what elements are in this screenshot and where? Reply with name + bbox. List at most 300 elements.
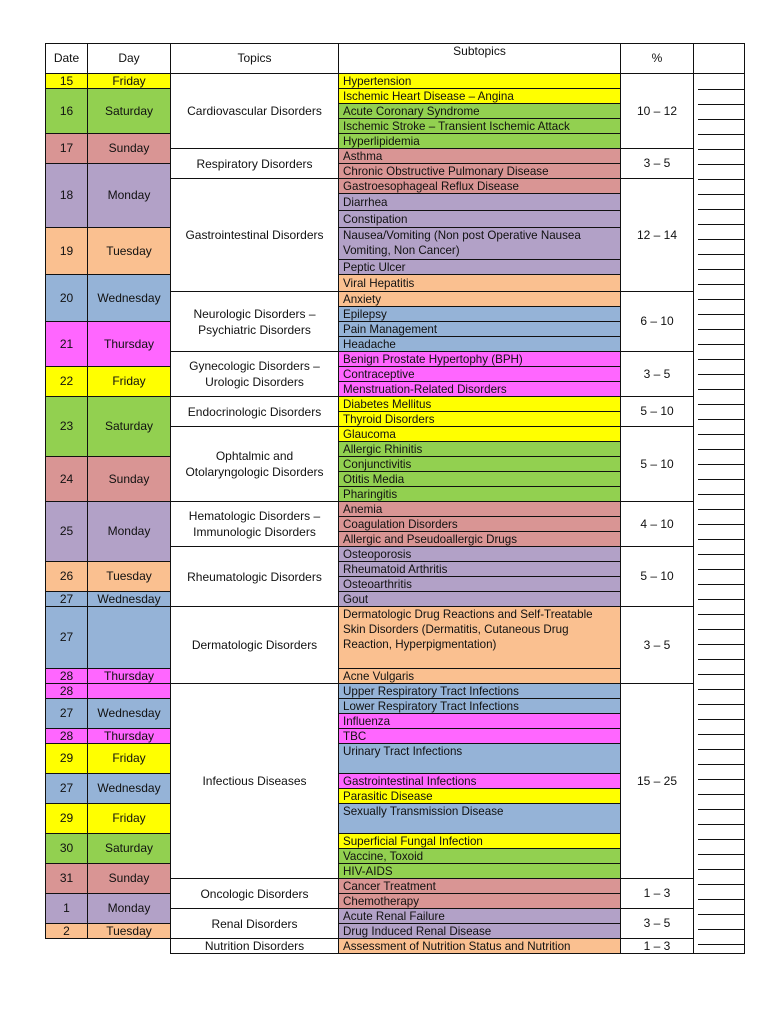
subtopic-item bbox=[338, 486, 621, 502]
empty-column-rule bbox=[698, 179, 745, 180]
date-cell bbox=[45, 321, 88, 367]
subtopic-item-text: Viral Hepatitis bbox=[343, 276, 415, 290]
date-cell bbox=[45, 274, 88, 322]
day-cell-text: Wednesday bbox=[97, 706, 161, 720]
topic-cell bbox=[170, 878, 339, 909]
subtopic-item-text: Diabetes Mellitus bbox=[343, 398, 432, 411]
empty-column-rule bbox=[698, 929, 745, 930]
date-cell-text: 31 bbox=[59, 871, 74, 885]
empty-column-rule bbox=[698, 824, 745, 825]
date-cell bbox=[45, 893, 88, 924]
empty-column-rule bbox=[698, 509, 745, 510]
subtopic-item bbox=[338, 351, 621, 367]
subtopic-item bbox=[338, 908, 621, 924]
date-cell bbox=[45, 133, 88, 164]
empty-column-rule bbox=[698, 134, 745, 135]
empty-column-rule bbox=[698, 539, 745, 540]
empty-column-rule bbox=[698, 269, 745, 270]
date-cell bbox=[45, 561, 88, 592]
date-cell-text: 29 bbox=[59, 751, 74, 765]
date-cell bbox=[45, 591, 88, 607]
subtopic-item bbox=[338, 381, 621, 397]
date-cell bbox=[45, 606, 88, 669]
subtopic-item-text: Cancer Treatment bbox=[343, 880, 436, 893]
day-cell-text: Wednesday bbox=[97, 290, 161, 305]
date-cell-text: 28 bbox=[59, 668, 74, 683]
day-cell bbox=[87, 668, 171, 684]
header-percent bbox=[620, 43, 694, 74]
day-cell bbox=[87, 133, 171, 164]
day-cell bbox=[87, 501, 171, 562]
empty-column-rule bbox=[698, 164, 745, 165]
subtopic-item-text: Thyroid Disorders bbox=[343, 413, 435, 426]
subtopic-item bbox=[338, 411, 621, 427]
empty-column-rule bbox=[698, 239, 745, 240]
subtopic-item bbox=[338, 274, 621, 292]
percent-cell bbox=[620, 148, 694, 179]
empty-column-rule bbox=[698, 464, 745, 465]
header-day-text: Day bbox=[118, 51, 140, 65]
percent-cell bbox=[620, 908, 694, 939]
empty-column-rule bbox=[698, 284, 745, 285]
empty-column-rule bbox=[698, 224, 745, 225]
empty-column-rule bbox=[698, 644, 745, 645]
empty-column-rule bbox=[698, 794, 745, 795]
subtopic-item bbox=[338, 923, 621, 939]
subtopic-item bbox=[338, 441, 621, 457]
subtopic-item-text: Conjunctivitis bbox=[343, 458, 412, 471]
subtopic-item-text: Dermatologic Drug Reactions and Self-Treatable Skin Disorders (Dermatitis, Cutaneous Drug Reaction, Hyperpigmentation) bbox=[343, 608, 593, 651]
date-cell-text: 28 bbox=[59, 683, 74, 698]
subtopic-item bbox=[338, 193, 621, 211]
empty-column-rule bbox=[698, 779, 745, 780]
date-cell-text: 22 bbox=[59, 374, 74, 388]
empty-column-rule bbox=[698, 479, 745, 480]
day-cell bbox=[87, 274, 171, 322]
day-cell bbox=[87, 683, 171, 699]
empty-column-rule bbox=[698, 869, 745, 870]
topic-cell-text: Oncologic Disorders bbox=[200, 886, 309, 901]
subtopic-item bbox=[338, 833, 621, 849]
topic-cell bbox=[170, 938, 339, 954]
topic-cell-text: Endocrinologic Disorders bbox=[187, 404, 322, 419]
subtopic-item bbox=[338, 259, 621, 275]
empty-column-rule bbox=[698, 734, 745, 735]
percent-cell-text: 1 – 3 bbox=[643, 886, 671, 900]
subtopic-item-text: Chronic Obstructive Pulmonary Disease bbox=[343, 165, 549, 178]
date-cell bbox=[45, 163, 88, 228]
empty-column-rule bbox=[698, 194, 745, 195]
subtopic-item-text: TBC bbox=[343, 730, 367, 743]
subtopic-item bbox=[338, 848, 621, 864]
empty-column-rule bbox=[698, 389, 745, 390]
subtopic-item bbox=[338, 713, 621, 729]
topic-cell-text: Cardiovascular Disorders bbox=[187, 104, 322, 118]
percent-cell bbox=[620, 426, 694, 502]
day-cell-text: Friday bbox=[112, 811, 146, 825]
subtopic-item bbox=[338, 893, 621, 909]
day-cell-text: Tuesday bbox=[106, 243, 152, 258]
date-cell-text: 21 bbox=[59, 336, 74, 351]
subtopic-item bbox=[338, 788, 621, 804]
empty-column-rule bbox=[698, 749, 745, 750]
subtopic-item bbox=[338, 210, 621, 228]
percent-cell-text: 10 – 12 bbox=[636, 103, 678, 118]
subtopic-item-text: Sexually Transmission Disease bbox=[343, 805, 504, 818]
subtopic-item-text: Vaccine, Toxoid bbox=[343, 850, 424, 863]
date-cell bbox=[45, 698, 88, 729]
empty-column-rule bbox=[698, 209, 745, 210]
header-topics-text: Topics bbox=[237, 51, 272, 65]
day-cell bbox=[87, 863, 171, 894]
date-cell-text: 1 bbox=[63, 901, 70, 915]
percent-cell bbox=[620, 938, 694, 954]
empty-column-rule bbox=[698, 689, 745, 690]
day-cell bbox=[87, 396, 171, 457]
empty-column-rule bbox=[698, 944, 745, 945]
percent-cell bbox=[620, 351, 694, 397]
percent-cell-text: 12 – 14 bbox=[636, 227, 678, 242]
subtopic-item-text: Gastroesophageal Reflux Disease bbox=[343, 180, 519, 193]
percent-cell-text: 5 – 10 bbox=[640, 456, 674, 471]
day-cell bbox=[87, 893, 171, 924]
date-cell-text: 27 bbox=[59, 591, 74, 606]
empty-column-rule bbox=[698, 839, 745, 840]
date-cell-text: 17 bbox=[59, 141, 74, 155]
subtopic-item bbox=[338, 531, 621, 547]
empty-column-rule bbox=[698, 374, 745, 375]
subtopic-item-text: Anemia bbox=[343, 503, 383, 516]
topic-cell-text: Gastrointestinal Disorders bbox=[185, 228, 324, 242]
subtopic-item bbox=[338, 803, 621, 834]
subtopic-item-text: Allergic Rhinitis bbox=[343, 443, 423, 456]
topic-cell bbox=[170, 908, 339, 939]
subtopic-item bbox=[338, 227, 621, 260]
topic-cell-text: Gynecologic Disorders – Urologic Disorders bbox=[189, 359, 320, 389]
header-subtopics bbox=[338, 43, 621, 74]
day-cell-text: Sunday bbox=[108, 141, 150, 155]
empty-column-rule bbox=[698, 434, 745, 435]
empty-column-rule bbox=[698, 254, 745, 255]
date-cell bbox=[45, 396, 88, 457]
day-cell bbox=[87, 698, 171, 729]
day-cell-text: Saturday bbox=[104, 103, 154, 118]
day-cell-text: Friday bbox=[112, 73, 146, 88]
topic-cell bbox=[170, 291, 339, 352]
empty-column-rule bbox=[698, 899, 745, 900]
percent-cell-text: 15 – 25 bbox=[636, 773, 678, 788]
date-cell bbox=[45, 743, 88, 774]
percent-cell-text: 3 – 5 bbox=[643, 916, 671, 930]
percent-cell bbox=[620, 73, 694, 149]
percent-cell bbox=[620, 683, 694, 879]
day-cell bbox=[87, 833, 171, 864]
day-cell-text: Wednesday bbox=[97, 781, 161, 795]
subtopic-item bbox=[338, 546, 621, 562]
topic-cell-text: Hematologic Disorders – Immunologic Disorders bbox=[188, 509, 321, 539]
empty-column-rule bbox=[698, 854, 745, 855]
date-cell bbox=[45, 366, 88, 397]
empty-column-rule bbox=[698, 599, 745, 600]
subtopic-item bbox=[338, 728, 621, 744]
empty-column-rule bbox=[698, 629, 745, 630]
subtopic-item bbox=[338, 366, 621, 382]
subtopic-item-text: Assessment of Nutrition Status and Nutrition bbox=[343, 940, 571, 953]
empty-column-rule bbox=[698, 344, 745, 345]
topic-cell bbox=[170, 426, 339, 502]
day-cell-text: Thursday bbox=[103, 668, 155, 683]
topic-cell-text: Neurologic Disorders – Psychiatric Disorders bbox=[193, 306, 316, 337]
subtopic-item-text: Constipation bbox=[343, 212, 408, 226]
date-cell-text: 23 bbox=[59, 419, 74, 433]
subtopic-item bbox=[338, 863, 621, 879]
subtopic-item-text: Coagulation Disorders bbox=[343, 518, 458, 531]
date-cell bbox=[45, 923, 88, 939]
topic-cell-text: Infectious Diseases bbox=[202, 774, 307, 788]
subtopic-item-text: Osteoporosis bbox=[343, 548, 412, 561]
day-cell bbox=[87, 456, 171, 502]
subtopic-item bbox=[338, 163, 621, 179]
subtopic-item-text: Ischemic Heart Disease – Angina bbox=[343, 90, 514, 103]
subtopic-item bbox=[338, 396, 621, 412]
empty-column-rule bbox=[698, 149, 745, 150]
subtopic-item bbox=[338, 606, 621, 669]
percent-cell-text: 3 – 5 bbox=[643, 156, 671, 170]
subtopic-item-text: Headache bbox=[343, 338, 396, 351]
subtopic-item bbox=[338, 133, 621, 149]
empty-column-rule bbox=[698, 704, 745, 705]
percent-cell bbox=[620, 878, 694, 909]
day-cell-text: Sunday bbox=[108, 871, 150, 885]
day-cell-text: Wednesday bbox=[97, 591, 161, 606]
topic-cell bbox=[170, 396, 339, 427]
date-cell-text: 20 bbox=[59, 290, 74, 305]
empty-column-rule bbox=[698, 299, 745, 300]
day-cell bbox=[87, 321, 171, 367]
header-date bbox=[45, 43, 88, 74]
subtopic-item-text: Epilepsy bbox=[343, 308, 387, 321]
date-cell-text: 16 bbox=[59, 103, 74, 118]
topic-cell bbox=[170, 351, 339, 397]
day-cell bbox=[87, 606, 171, 669]
date-cell bbox=[45, 501, 88, 562]
day-cell-text: Friday bbox=[112, 751, 146, 765]
date-cell bbox=[45, 773, 88, 804]
subtopic-item-text: Menstruation-Related Disorders bbox=[343, 383, 507, 396]
subtopic-item bbox=[338, 698, 621, 714]
topic-cell bbox=[170, 178, 339, 292]
date-cell bbox=[45, 88, 88, 134]
subtopic-item-text: HIV-AIDS bbox=[343, 865, 393, 878]
subtopic-item-text: Rheumatoid Arthritis bbox=[343, 563, 448, 576]
subtopic-item bbox=[338, 471, 621, 487]
subtopic-item bbox=[338, 683, 621, 699]
date-cell-text: 26 bbox=[59, 569, 74, 583]
subtopic-item-text: Peptic Ulcer bbox=[343, 261, 406, 274]
empty-column-rule bbox=[698, 554, 745, 555]
percent-cell-text: 1 – 3 bbox=[643, 938, 671, 953]
subtopic-item-text: Glaucoma bbox=[343, 428, 396, 441]
day-cell-text: Thursday bbox=[103, 728, 155, 743]
empty-column-rule bbox=[698, 659, 745, 660]
topic-cell-text: Ophtalmic and Otolaryngologic Disorders bbox=[185, 449, 324, 479]
day-cell-text: Friday bbox=[112, 374, 146, 388]
subtopic-item bbox=[338, 118, 621, 134]
empty-column-rule bbox=[698, 764, 745, 765]
topic-cell-text: Respiratory Disorders bbox=[196, 156, 313, 171]
day-cell-text: Saturday bbox=[104, 419, 154, 433]
date-cell-text: 15 bbox=[59, 73, 74, 88]
subtopic-item bbox=[338, 306, 621, 322]
topic-cell-text: Rheumatologic Disorders bbox=[187, 569, 322, 584]
topic-cell bbox=[170, 148, 339, 179]
empty-column-rule bbox=[698, 719, 745, 720]
date-cell-text: 18 bbox=[59, 188, 74, 202]
percent-cell bbox=[620, 546, 694, 607]
subtopic-item-text: Ischemic Stroke – Transient Ischemic Attack bbox=[343, 120, 570, 133]
subtopic-item-text: Upper Respiratory Tract Infections bbox=[343, 685, 519, 698]
subtopic-item-text: Lower Respiratory Tract Infections bbox=[343, 700, 519, 713]
subtopic-item-text: Acute Renal Failure bbox=[343, 910, 445, 923]
date-cell-text: 30 bbox=[59, 841, 74, 855]
subtopic-item-text: Allergic and Pseudoallergic Drugs bbox=[343, 533, 517, 546]
subtopic-item-text: Nausea/Vomiting (Non post Operative Nausea Vomiting, Non Cancer) bbox=[343, 229, 581, 257]
empty-column-rule bbox=[698, 674, 745, 675]
empty-column-rule bbox=[698, 119, 745, 120]
empty-column-rule bbox=[698, 89, 745, 90]
subtopic-item-text: Chemotherapy bbox=[343, 895, 420, 908]
subtopic-item bbox=[338, 743, 621, 774]
date-cell bbox=[45, 227, 88, 275]
day-cell bbox=[87, 803, 171, 834]
subtopic-item bbox=[338, 456, 621, 472]
date-cell bbox=[45, 728, 88, 744]
header-blank bbox=[693, 43, 745, 74]
date-cell-text: 29 bbox=[59, 811, 74, 825]
subtopic-item bbox=[338, 591, 621, 607]
date-cell-text: 24 bbox=[59, 471, 74, 486]
day-cell bbox=[87, 88, 171, 134]
date-cell bbox=[45, 668, 88, 684]
subtopic-item bbox=[338, 561, 621, 577]
subtopic-item-text: Contraceptive bbox=[343, 368, 415, 381]
subtopic-item bbox=[338, 73, 621, 89]
subtopic-item-text: Osteoarthritis bbox=[343, 578, 412, 591]
date-cell-text: 2 bbox=[63, 923, 70, 938]
day-cell-text: Monday bbox=[107, 524, 151, 538]
subtopic-item bbox=[338, 321, 621, 337]
subtopic-item-text: Superficial Fungal Infection bbox=[343, 835, 483, 848]
day-cell bbox=[87, 227, 171, 275]
empty-column-rule bbox=[698, 419, 745, 420]
day-cell-text: Thursday bbox=[103, 336, 155, 351]
subtopic-item bbox=[338, 178, 621, 194]
percent-cell bbox=[620, 606, 694, 684]
empty-column-rule bbox=[698, 449, 745, 450]
empty-column-rule bbox=[698, 614, 745, 615]
subtopic-item bbox=[338, 668, 621, 684]
date-cell-text: 25 bbox=[59, 524, 74, 538]
empty-column-rule bbox=[698, 404, 745, 405]
subtopic-item-text: Urinary Tract Infections bbox=[343, 745, 463, 758]
percent-cell-text: 3 – 5 bbox=[643, 637, 671, 652]
topic-cell-text: Dermatologic Disorders bbox=[191, 638, 318, 652]
day-cell-text: Monday bbox=[107, 901, 151, 915]
subtopic-item-text: Diarrhea bbox=[343, 195, 388, 209]
day-cell bbox=[87, 743, 171, 774]
percent-cell bbox=[620, 396, 694, 427]
date-cell-text: 27 bbox=[59, 630, 74, 644]
subtopic-item bbox=[338, 516, 621, 532]
subtopic-item-text: Anxiety bbox=[343, 293, 382, 306]
subtopic-item-text: Asthma bbox=[343, 150, 383, 163]
topic-cell bbox=[170, 73, 339, 149]
empty-column-rule bbox=[698, 524, 745, 525]
date-cell-text: 19 bbox=[59, 243, 74, 258]
topic-cell-text: Renal Disorders bbox=[211, 916, 298, 931]
day-cell bbox=[87, 366, 171, 397]
date-cell bbox=[45, 833, 88, 864]
percent-cell bbox=[620, 291, 694, 352]
day-cell bbox=[87, 73, 171, 89]
date-cell bbox=[45, 863, 88, 894]
subtopic-item-text: Gastrointestinal Infections bbox=[343, 775, 477, 788]
subtopic-item bbox=[338, 88, 621, 104]
subtopic-item bbox=[338, 336, 621, 352]
empty-column-rule bbox=[698, 884, 745, 885]
subtopic-item-text: Acne Vulgaris bbox=[343, 670, 415, 683]
subtopic-item-text: Hypertension bbox=[343, 75, 412, 88]
day-cell bbox=[87, 591, 171, 607]
day-cell-text: Saturday bbox=[104, 841, 154, 855]
empty-column-rule bbox=[698, 569, 745, 570]
date-cell bbox=[45, 683, 88, 699]
percent-cell-text: 5 – 10 bbox=[640, 404, 674, 418]
subtopic-item bbox=[338, 426, 621, 442]
subtopic-item-text: Hyperlipidemia bbox=[343, 135, 420, 148]
day-cell bbox=[87, 923, 171, 939]
subtopic-item-text: Acute Coronary Syndrome bbox=[343, 105, 480, 118]
topic-cell bbox=[170, 546, 339, 607]
date-cell bbox=[45, 73, 88, 89]
subtopic-item-text: Benign Prostate Hypertophy (BPH) bbox=[343, 353, 523, 366]
header-percent-text: % bbox=[651, 51, 663, 65]
subtopic-item-text: Pharingitis bbox=[343, 488, 398, 501]
subtopic-item bbox=[338, 501, 621, 517]
percent-cell-text: 5 – 10 bbox=[640, 569, 674, 583]
header-date-text: Date bbox=[53, 51, 80, 65]
subtopic-item-text: Influenza bbox=[343, 715, 391, 728]
empty-column-rule bbox=[698, 584, 745, 585]
empty-column-rule bbox=[698, 809, 745, 810]
day-cell bbox=[87, 773, 171, 804]
day-cell-text: Sunday bbox=[108, 471, 150, 486]
date-cell-text: 27 bbox=[59, 781, 74, 795]
percent-cell-text: 3 – 5 bbox=[643, 366, 671, 381]
empty-column-rule bbox=[698, 494, 745, 495]
date-cell-text: 28 bbox=[59, 728, 74, 743]
subtopic-item bbox=[338, 938, 621, 954]
percent-cell bbox=[620, 178, 694, 292]
header-subtopics-text: Subtopics bbox=[453, 44, 506, 58]
percent-cell bbox=[620, 501, 694, 547]
day-cell-text: Tuesday bbox=[106, 923, 152, 938]
subtopic-item bbox=[338, 291, 621, 307]
day-cell bbox=[87, 163, 171, 228]
empty-column-rule bbox=[698, 329, 745, 330]
topic-cell bbox=[170, 683, 339, 879]
subtopic-item-text: Otitis Media bbox=[343, 473, 405, 486]
